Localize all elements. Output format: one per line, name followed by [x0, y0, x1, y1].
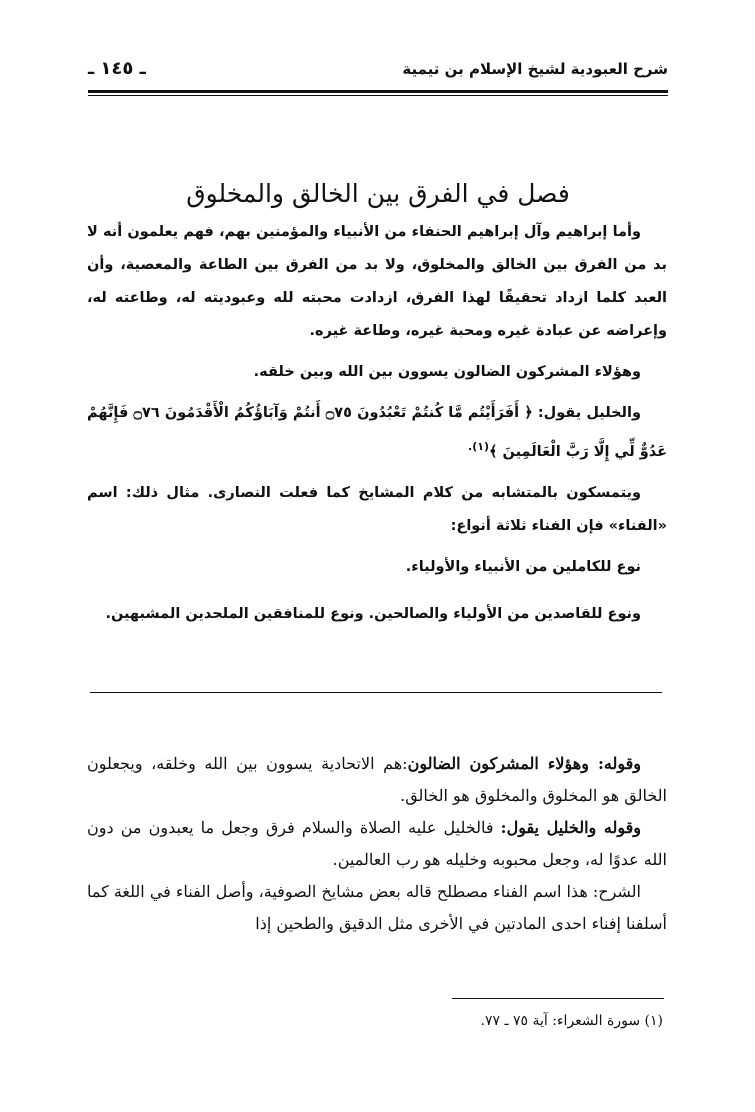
running-header [88, 58, 668, 88]
sharh-body-2: فالخليل عليه الصلاة والسلام فرق وجعل ما يعبدون من دون الله عدوًا له، وجعل محبوبه وخليله هو رب العالمين. [87, 818, 667, 869]
header-thick-rule [88, 90, 668, 93]
matn-paragraph-3 [87, 397, 667, 469]
sharh-body-1: :هم الاتحادية يسوون بين الله وخلقه، ويجعلون الخالق هو المخلوق والمخلوق هو الخالق. [87, 754, 667, 805]
page-number: ـ ١٤٥ ـ [88, 58, 146, 79]
sharh-paragraph-1 [87, 748, 667, 812]
sharh-paragraph-2 [87, 812, 667, 876]
footnote-marker: (١). [468, 440, 489, 453]
commentary-text [87, 748, 667, 940]
sharh-body-3: الشرح: هذا اسم الفناء مصطلح قاله بعض مشايخ الصوفية، وأصل الفناء في اللغة كما أسلفنا إفناء احدى المادتين في الأخرى مثل الدقيق والطحين إذا [87, 882, 667, 933]
main-text [87, 216, 667, 645]
footnote-rule [452, 998, 664, 999]
matn-paragraph-1: وأما إبراهيم وآل إبراهيم الحنفاء من الأنبياء والمؤمنين بهم، فهم يعلمون أنه لا بد من الفرق بين الخالق والمخلوق، ولا بد من الفرق بين الطاعة والمعصية، وأن العبد كلما ازداد تحقيقًا لهذا الفرق، ازدادت محبته لله وعبوديته له، وطاعته له، وإعراضه عن عبادة غيره ومحبة غيره، وطاعة غيره. [87, 224, 667, 339]
header-thin-rule [88, 95, 668, 96]
sharh-lead-2: وقوله والخليل يقول: [500, 818, 641, 837]
matn-paragraph-6: ونوع للقاصدين من الأولياء والصالحين. ونوع للمنافقين الملحدين المشبهين. [105, 605, 641, 622]
sharh-paragraph-3 [87, 876, 667, 940]
sharh-lead-1: وقوله: وهؤلاء المشركون الضالون [407, 754, 641, 773]
matn-paragraph-5: نوع للكاملين من الأنبياء والأولياء. [405, 558, 641, 575]
matn-paragraph-2: وهؤلاء المشركون الضالون يسوون بين الله وبين خلقه. [253, 364, 641, 380]
quran-verse: والخليل يقول: ﴿ أَفَرَأَيْتُم مَّا كُنتُمْ تَعْبُدُونَ ۝٧٥ أَنتُمْ وَآبَاؤُكُمُ الْأَقْدَمُونَ ۝٧٦ فَإِنَّهُمْ عَدُوٌّ لِّي إِلَّا رَبَّ الْعَالَمِينَ ﴾ [87, 405, 667, 460]
chapter-title: فصل في الفرق بين الخالق والمخلوق [186, 178, 570, 208]
footnote: (١) سورة الشعراء: آية ٧٥ ـ ٧٧. [480, 1013, 663, 1029]
section-separator [90, 692, 662, 693]
running-title: شرح العبودية لشيخ الإسلام بن تيمية [402, 60, 668, 78]
matn-paragraph-4: ويتمسكون بالمتشابه من كلام المشايخ كما فعلت النصارى. مثال ذلك: اسم «الفناء» فإن الفناء ثلاثة أنواع: [87, 484, 667, 534]
